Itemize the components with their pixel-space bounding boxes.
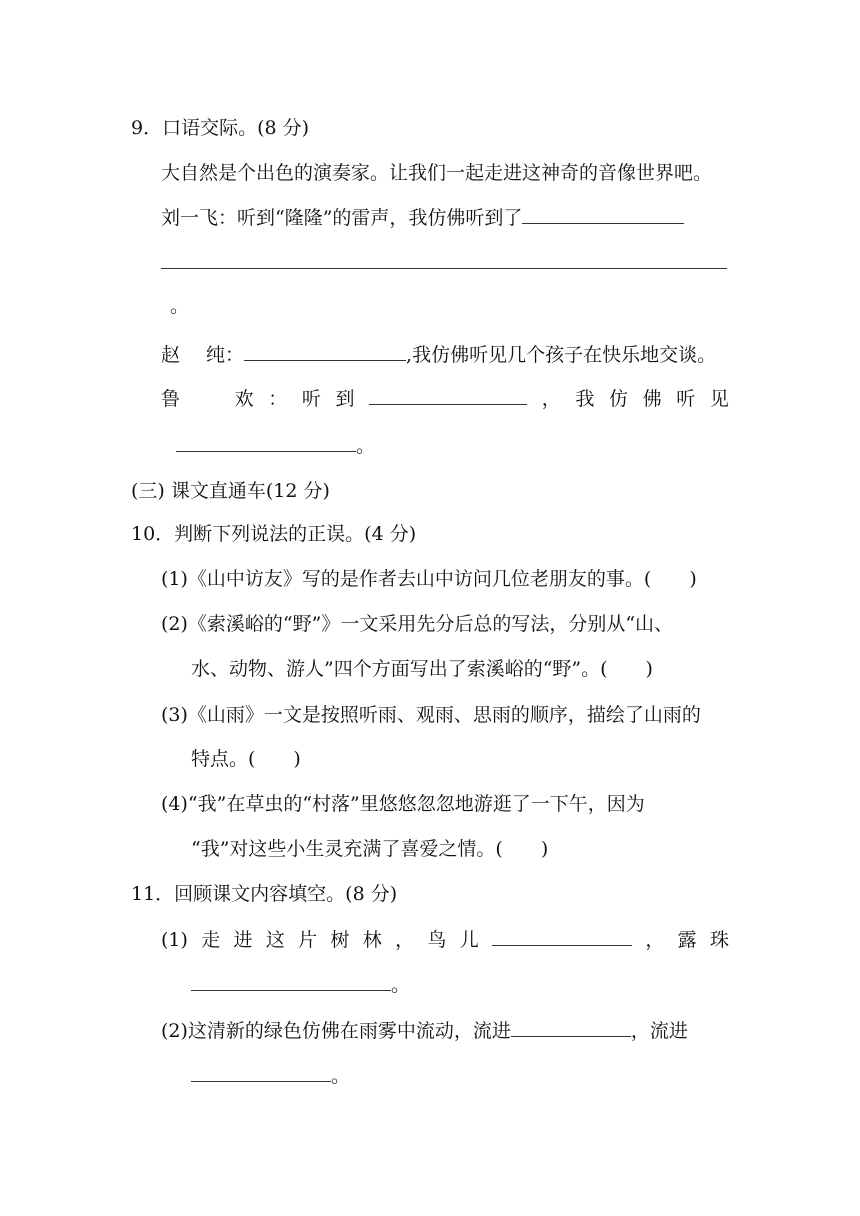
q11-item2-line1 — [161, 1018, 688, 1044]
q9-liu-blank-2[interactable] — [161, 248, 727, 269]
q9-zhao-line — [161, 342, 716, 368]
q11-title: 11．回顾课文内容填空。(8 分) — [131, 883, 398, 905]
q11-item1-char: 儿 — [459, 929, 479, 951]
q11-item1-char: 进 — [233, 929, 253, 951]
q10-item2-line1: (2)《索溪峪的“野”》一文采用先分后总的写法，分别从“山、 — [161, 613, 674, 635]
q9-zhao-name2: 纯： — [206, 344, 245, 366]
q9-liu-prefix: 刘一飞：听到“隆隆”的雷声，我仿佛听到了 — [161, 207, 523, 229]
q9-liu-line — [161, 205, 684, 231]
q9-lu-comma: ， — [541, 388, 561, 410]
q10-item4-line1: (4)“我”在草虫的“村落”里悠悠忽忽地游逛了一下午，因为 — [161, 793, 645, 815]
q11-item1-char: ， — [395, 929, 415, 951]
q9-lu-blank-1[interactable] — [369, 386, 527, 405]
q11-item1-char: 鸟 — [427, 929, 447, 951]
q11-item2-blank-2[interactable] — [191, 1063, 331, 1082]
q11-item1-char: 树 — [330, 929, 350, 951]
q11-item1-blank-1[interactable] — [492, 927, 632, 946]
q9-lu-line-2 — [176, 433, 375, 459]
q11-item1-char: 走 — [201, 929, 221, 951]
q11-item1-char: (1) — [161, 929, 188, 951]
q9-lu-line — [161, 386, 729, 412]
q9-lu-char: 鲁 — [161, 388, 181, 410]
q11-item1-char: 林 — [362, 929, 382, 951]
q10-item3-line2: 特点。( ) — [191, 748, 301, 770]
q9-zhao-blank[interactable] — [244, 342, 406, 361]
q11-item2-prefix: (2)这清新的绿色仿佛在雨雾中流动，流进 — [161, 1020, 511, 1042]
q11-item1-period: 。 — [391, 974, 411, 996]
q9-lu-blank-2[interactable] — [176, 433, 356, 452]
q9-lu-char: 欢 — [234, 388, 254, 410]
q9-lu-period: 。 — [356, 435, 376, 457]
q9-liu-period: 。 — [170, 295, 190, 317]
q9-lu-tail: 我 — [575, 388, 595, 410]
q10-item4-line2: “我”对这些小生灵充满了喜爱之情。( ) — [191, 838, 549, 860]
q9-lu-char: 到 — [335, 388, 355, 410]
q11-item1-char: 这 — [265, 929, 285, 951]
q9-zhao-name: 赵 — [161, 344, 181, 366]
q11-item1-line2 — [191, 972, 410, 998]
q9-lu-char: ： — [268, 388, 288, 410]
q11-item1-line1 — [161, 927, 729, 953]
q9-lu-tail: 见 — [709, 388, 729, 410]
q11-item2-period: 。 — [331, 1065, 351, 1087]
q9-lu-tail: 仿 — [608, 388, 628, 410]
q11-item1-char: 片 — [298, 929, 318, 951]
q9-intro: 大自然是个出色的演奏家。让我们一起走进这神奇的音像世界吧。 — [161, 162, 713, 184]
q11-item1-blank-2[interactable] — [191, 972, 391, 991]
q10-item1: (1)《山中访友》写的是作者去山中访问几位老朋友的事。( ) — [161, 568, 697, 590]
q11-item2-mid: ，流进 — [630, 1020, 688, 1042]
q10-title: 10．判断下列说法的正误。(4 分) — [131, 523, 417, 545]
q11-item2-line2 — [191, 1063, 350, 1089]
q9-lu-tail: 听 — [676, 388, 696, 410]
q11-item2-blank-1[interactable] — [511, 1018, 631, 1037]
section3-title: (三) 课文直通车(12 分) — [131, 480, 330, 502]
q11-item1-tail: 珠 — [709, 929, 729, 951]
q10-item3-line1: (3)《山雨》一文是按照听雨、观雨、思雨的顺序，描绘了山雨的 — [161, 704, 701, 726]
q11-item1-tail: 露 — [677, 929, 697, 951]
q9-zhao-suffix: ,我仿佛听见几个孩子在快乐地交谈。 — [406, 344, 717, 366]
q9-lu-char: 听 — [301, 388, 321, 410]
q9-lu-tail: 佛 — [642, 388, 662, 410]
q10-item2-line2: 水、动物、游人”四个方面写出了索溪峪的“野”。( ) — [191, 658, 653, 680]
q9-title: 9．口语交际。(8 分) — [131, 117, 310, 139]
q11-item1-comma: ， — [645, 929, 665, 951]
q9-liu-blank-1[interactable] — [522, 205, 684, 224]
